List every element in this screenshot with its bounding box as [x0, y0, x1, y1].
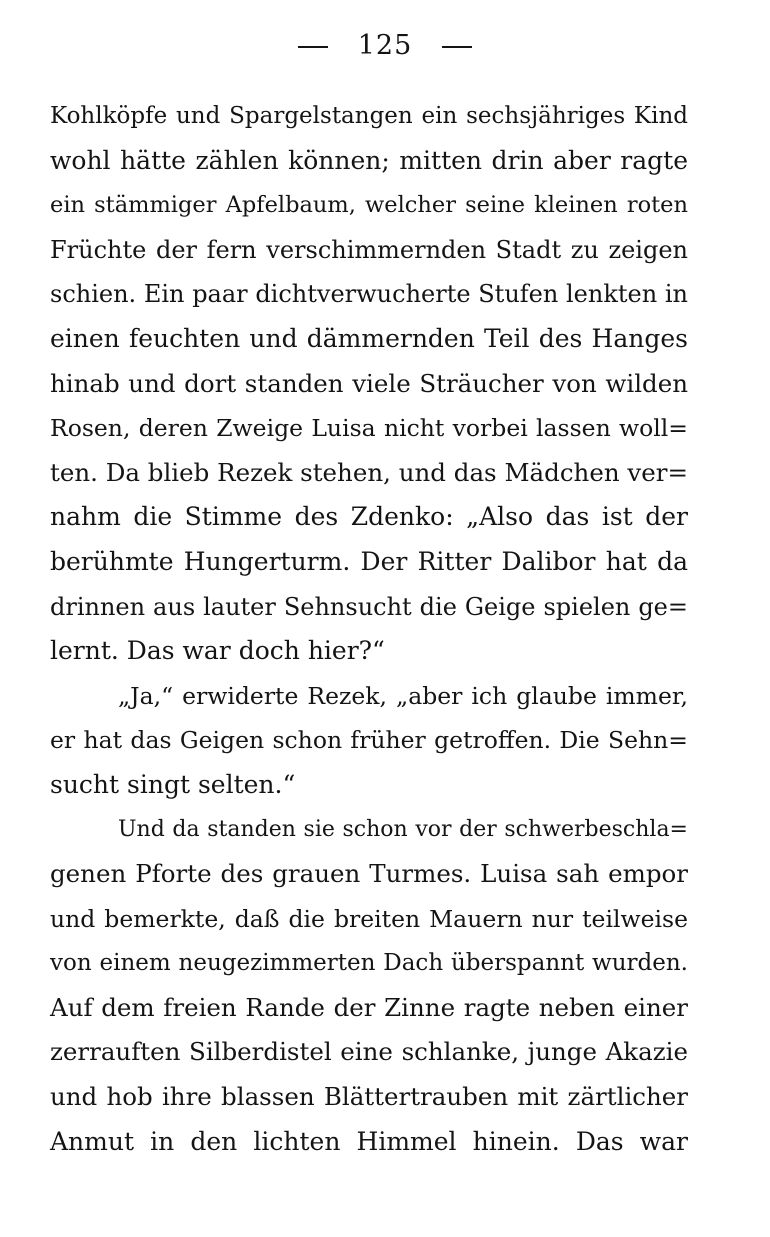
text-line: von einem neugezimmerten Dach überspannt wurden.	[50, 950, 688, 977]
text-line: sucht singt selten.“	[50, 769, 296, 799]
text-line: genen Pforte des grauen Turmes. Luisa sah empor	[50, 859, 688, 889]
text-line: nahm die Stimme des Zdenko: „Also das ist der	[50, 502, 688, 532]
text-line: hinab und dort standen viele Sträucher von wilden	[50, 368, 688, 398]
text-line: Anmut in den lichten Himmel hinein. Das war	[50, 1126, 688, 1156]
text-line: Kohlköpfe und Spargelstangen ein sechsjähriges Kind	[50, 103, 688, 129]
text-line: drinnen aus lauter Sehnsucht die Geige spielen ge=	[50, 592, 688, 621]
text-line: lernt. Das war doch hier?“	[50, 636, 385, 666]
page-header	[0, 30, 770, 61]
text-line: einen feuchten und dämmernden Teil des Hanges	[50, 323, 688, 353]
text-line: wohl hätte zählen können; mitten drin aber ragte	[50, 145, 688, 175]
text-line: schien. Ein paar dichtverwucherte Stufen lenkten in	[50, 280, 688, 309]
text-line: und hob ihre blassen Blättertrauben mit zärtlicher	[50, 1082, 688, 1112]
text-line: ein stämmiger Apfelbaum, welcher seine kleinen roten	[50, 192, 688, 219]
text-line: Auf dem freien Rande der Zinne ragte neben einer	[50, 992, 688, 1022]
text-line: und bemerkte, daß die breiten Mauern nur teilweise	[50, 904, 688, 933]
header-dash-left	[298, 46, 328, 48]
text-line: er hat das Geigen schon früher getroffen. Die Sehn=	[50, 726, 688, 755]
text-line: „Ja,“ erwiderte Rezek, „aber ich glaube immer,	[118, 681, 688, 710]
text-line: ten. Da blieb Rezek stehen, und das Mädchen ver=	[50, 457, 688, 487]
header-dash-right	[442, 46, 472, 48]
text-line: Rosen, deren Zweige Luisa nicht vorbei lassen woll=	[50, 414, 688, 443]
body-text	[50, 94, 688, 1164]
text-line: Und da standen sie schon vor der schwerbeschla=	[118, 816, 688, 842]
text-line: zerrauften Silberdistel eine schlanke, junge Akazie	[50, 1037, 688, 1067]
text-line: Früchte der fern verschimmernden Stadt zu zeigen	[50, 235, 688, 264]
page-number: 125	[357, 30, 413, 61]
text-line: berühmte Hungerturm. Der Ritter Dalibor hat da	[50, 546, 688, 576]
